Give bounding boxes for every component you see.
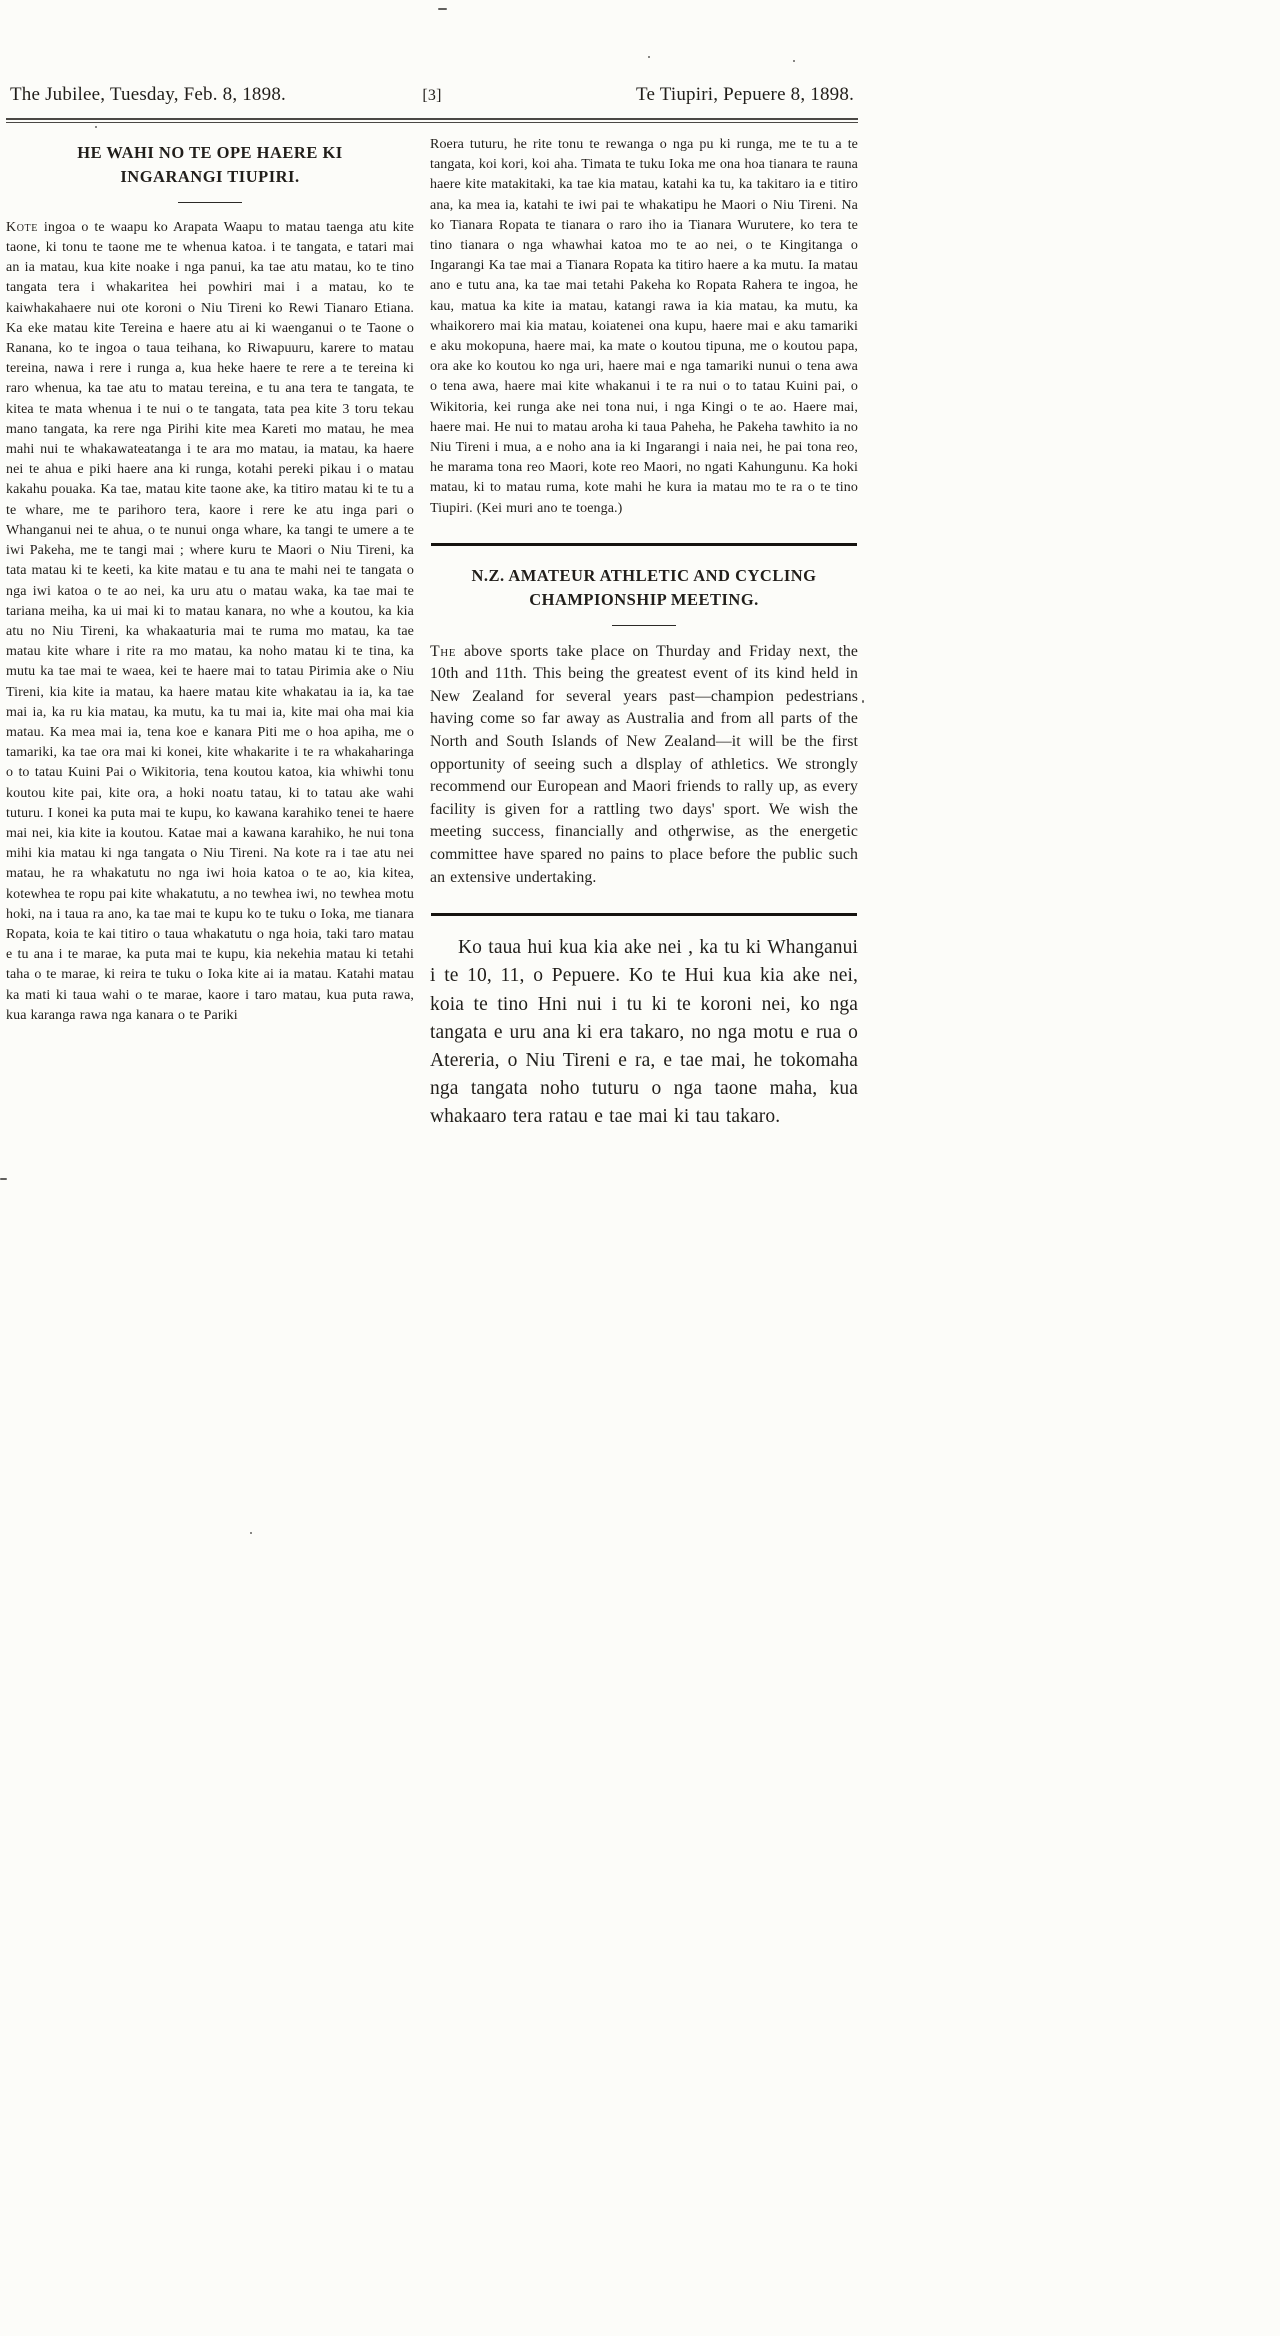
scan-speck <box>862 700 864 703</box>
article-2-body <box>430 641 858 890</box>
article-1-title-rule <box>178 202 242 203</box>
article-1-body-right-column: Roera tuturu, he rite tonu te rewanga o nga pu ki runga, me te tu a te tangata, koi kori, koi aha. Timata te tuku Ioka me ona hoa tianara te rauna haere kite matakitaki, ka tae kia matau, katahi ka tu, ka takitaro ia e titiro ana, ka mea ia, katahi te iwi pai te whakatipu he Maori o Niu Tireni. Na ko Tianara Ropata te tianara o raro iho ia Tianara Wurutere, ko tera te tino tianara o nga whawhai katoa mo te ao nei, o te Kingitanga o Ingarangi Ka tae mai a Tianara Ropata ka titiro haere a ka mutu. Ia matau ano e tutu ana, ka tae mai tetahi Pakeha ko Ropata Rahera te ingoa, he kau, matua ka kite ia matau, katangi rawa ia kia matau, ka mutu, ka whaikorero mai kia matau, koiatenei ona kupu, haere mai e aku tamariki e aku mokopuna, haere mai, ka mate o koutou tipuna, me o koutou papa, ora ake ko koutou ko nga uri, haere mai e nga tamariki nunui o tena awa o tena awa, haere mai kite whakanui i te ra nui o to tatau Kuini pai, o Wikitoria, kei runga ake nei tona nui, i nga Kingi o te ao. Haere mai, haere mai. He nui to matau aroha ki taua Paheha, he Pakeha tawhito ia no Niu Tireni i mua, a e noho ana ia ki Ingarangi i naia nei, he pai tona reo, he marama tona reo Maori, kote reo Maori, no ngati Kahungunu. Ka hoki matau, ki to matau ruma, kote mahi he kura ia matau mo te ra o te tino Tiupiri. (Kei muri ano te toenga.) <box>430 137 858 516</box>
scan-speck <box>648 56 650 58</box>
masthead-page-number: [3] <box>422 87 442 104</box>
columns <box>6 135 858 1132</box>
masthead-left-title: The Jubilee, Tuesday, Feb. 8, 1898. <box>10 84 286 105</box>
masthead <box>6 84 858 106</box>
article-1-title <box>6 141 414 189</box>
scan-speck <box>250 1532 252 1534</box>
article-2-lead-word: The <box>430 642 457 660</box>
article-2-title <box>430 564 858 612</box>
article-1-title-line-1: HE WAHI NO TE OPE HAERE KI <box>77 143 343 162</box>
section-divider-1 <box>431 543 857 546</box>
section-divider-2 <box>431 913 857 916</box>
scan-speck <box>0 1178 7 1180</box>
left-column <box>6 135 414 1026</box>
masthead-right-title: Te Tiupiri, Pepuere 8, 1898. <box>636 84 855 105</box>
article-2-title-rule <box>612 625 676 626</box>
article-1-text-left: ingoa o te waapu ko Arapata Waapu to matau taenga atu kite taone, ki tonu te taone me te whenua katoa. i te tangata, e tatari mai an ia matau, kua kite noake i nga panui, ka tae atu matau, ko te tino tangata tera i whakaritea hei powhiri mai i a matau, ko te kaiwhakahaere nui ote koroni o Niu Tireni ko Rewi Tianaro Etiana. Ka eke matau kite Tereina e haere atu ai ki waenganui o te Taone o Ranana, ko te ingoa o taua teihana, ko Riwapuuru, karere to matau tereina, nawa i rere i runga a, kua heke haere te rere a te tereina ki raro whenua, ka tae atu to matau tereina, e tu ana tera te tangata, te kitea te mata whenua i te nui o te tangata, tata pea kite 3 toru tekau mano tangata, ka rere nga Pirihi kite mea Kareti mo matau, he mea mahi nui te whakawateatanga i te ara mo matau, ia matau, ka haere nei te ahua e piki haere ana ki runga, kotahi pereki pikau i o matau kakahu pouaka. Ka tae, matau kite taone ake, ka titiro matau ki te tu a te whare, me te parihoro tera, kaore i rere ke atu inga pari o Whanganui nei te ahua, o te nunui onga whare, ka tangi te umere a te iwi Pakeha, me te tangi mai ; where kuru te Maori o Niu Tireni, ka tata matau ki te keeti, ka kite matau e tu ana te mahi nei te tangata o nga iwi katoa o te ao nei, ka uru atu o matau waka, ka tae mai te tariana meiha, ka ui mai ki to matau kanara, no whe a koutou, ka kia atu no Niu Tireni, ka whakaaturia mai te ruma mo matau, ka tae matau kite whare i rite ra mo matau, ka noho matau ki te tina, ka mutu ka tae mai te waea, kei te haere mai to tatau Pirimia ake o Niu Tireni, kia kite ia matau, ka haere matau kite whakatau ia ia, ka tae mai ia, ka ru kia matau, ka mutu, ka tu mai ia, kite mai oha mai kia matau. Ka mea mai ia, tena koe e kanara Piti me o hoa apiha, me o tamariki, ka tae ora mai ki konei, kite whakarite i te ra whakaharinga o to tatau Kuini Pai o Wikitoria, tena koutou katoa, kia whiwhi tonu koutou kite pai, kite ora, a hoki noatu tatau, ki to tatau ake wahi tuturu. I konei ka puta mai te kupu, ko kawana karahiko tenei te haere mai nei, kia kite ia koutou. Katae mai a kawana karahiko, he nui tona mihi kia matau ki nga tangata o Niu Tireni. Na kote ra i tae atu nei matau, he ra whakatutu no nga iwi hoia katoa o te ao, kia kitea, kotewhea te ropu pai kite whakatutu, a no tewhea iwi, no tewhea motu hoki, na i taua ra ano, ka tae mai te kupu ko te tuku o Ioka, me tianara Ropata, koia te kai titiro o taua whakatutu o nga hoia, taki taro matau e tu ana i te marae, ka puta mai te kupu, kia nekehia matau ki tetahi taha o te marae, ki reira te tuku o Ioka kite ai ia matau. Katahi matau ka mati ki taua wahi o te marae, kaore i taro matau, kua puta rawa, kua karanga rawa nga kanara o te Pariki <box>6 219 414 1023</box>
article-3-body: Ko taua hui kua kia ake nei , ka tu ki Whanganui i te 10, 11, o Pepuere. Ko te Hui kua kia ake nei, koia te tino Hni nui i tu ki te koroni nei, ko nga tangata e uru ana ki era takaro, no nga motu e rua o Atereria, o Niu Tireni e ra, e tae mai, he tokomaha nga tangata noho tuturu o nga taone maha, kua whakaaro tera ratau e tae mai ki tau takaro. <box>430 937 858 1128</box>
article-2-title-line-2: CHAMPIONSHIP MEETING. <box>529 589 759 609</box>
article-1-body-left-column <box>6 218 414 1026</box>
masthead-rule <box>6 118 858 123</box>
scan-speck <box>793 60 795 62</box>
article-1-title-line-2: INGARANGI TIUPIRI. <box>120 166 300 186</box>
scan-speck <box>438 8 447 10</box>
printed-area <box>6 84 858 1132</box>
article-2-title-line-1: N.Z. AMATEUR ATHLETIC AND CYCLING <box>471 565 817 585</box>
right-column <box>430 135 858 1132</box>
article-2-text: above sports take place on Thurday and Friday next, the 10th and 11th. This being the greatest event of its kind held in New Zealand for several years past—champion pedestrians having come so far away as Australia and from all parts of the North and South Islands of New Zealand—it will be the first opportunity of seeing such a dlsplay of athletics. We strongly recommend our European and Maori friends to rally up, as every facility is given for a rattling two days' sport. We wish the meeting success, financially and otherwise, as the energetic committee have spared no pains to place before the public such an extensive undertaking. <box>430 642 858 886</box>
article-1-lead-word: Kote <box>6 219 38 235</box>
